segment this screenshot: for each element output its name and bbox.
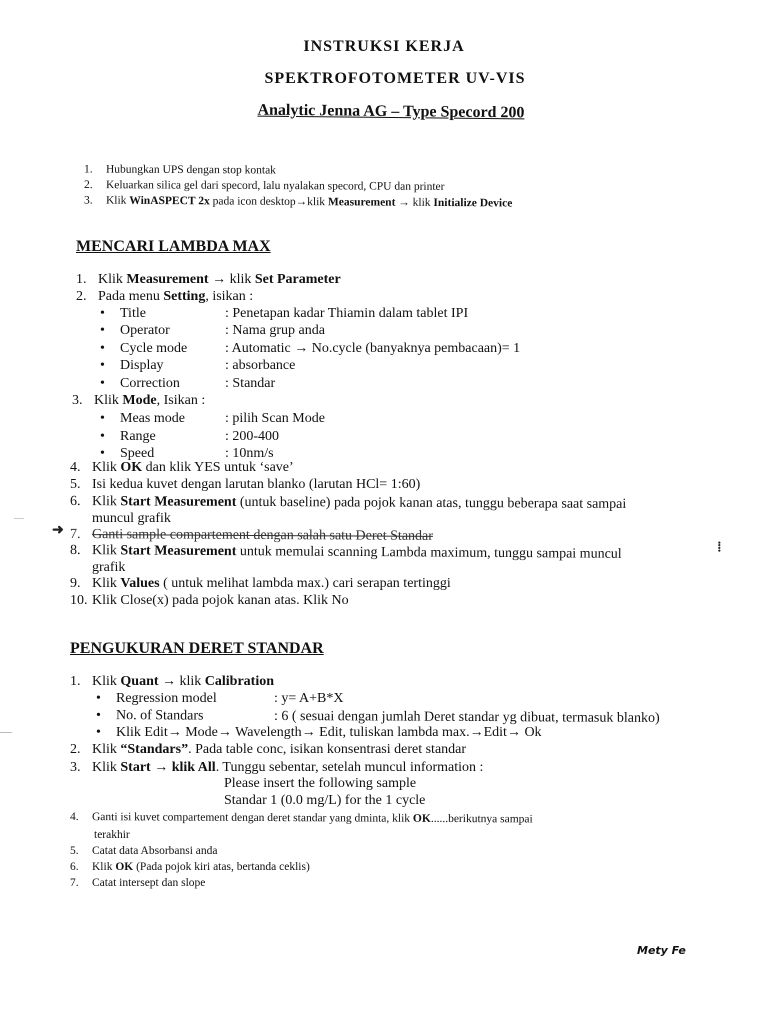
- step: 2. Pada menu Setting, isikan :: [76, 289, 254, 304]
- intro-step: 2. Keluarkan silica gel dari specord, lalu nyalakan specord, CPU dan printer: [83, 179, 445, 193]
- step: 6. Klik OK (Pada pojok kiri atas, bertanda ceklis): [70, 861, 310, 873]
- bullet-row: • No. of Standars : 6 ( sesuai dengan jumlah Deret standar yg dibuat, termasuk blanko): [95, 708, 660, 726]
- intro-step: 1. Hubungkan UPS dengan stop kontak: [83, 163, 276, 177]
- step-continuation: terakhir: [94, 829, 130, 841]
- param-row: • Speed : 10nm/s: [100, 446, 274, 461]
- step-continuation: grafik: [92, 560, 126, 575]
- section-heading: PENGUKURAN DERET STANDAR: [70, 640, 324, 657]
- step: 5. Isi kedua kuvet dengan larutan blanko (larutan HCl= 1:60): [70, 477, 421, 492]
- step: 1. Klik Quant → klik Calibration: [70, 674, 275, 689]
- step: 7. Ganti sample compartement dengan salah satu Deret Standar: [69, 527, 433, 544]
- param-row: • Title : Penetapan kadar Thiamin dalam tablet IPI: [100, 306, 469, 321]
- param-row: • Correction : Standar: [100, 376, 276, 391]
- bullet-row: • Regression model : y= A+B*X: [96, 691, 344, 706]
- step: 10. Klik Close(x) pada pojok kanan atas. Klik No: [70, 593, 349, 608]
- step: 3. Klik Start → klik All. Tunggu sebentar, setelah muncul information :: [70, 760, 484, 775]
- param-row: • Cycle mode : Automatic → No.cycle (banyaknya pembacaan)= 1: [100, 341, 521, 356]
- step: 6. Klik Start Measurement (untuk baseline) pada pojok kanan atas, tunggu beberapa saat sampai: [69, 494, 627, 512]
- param-row: • Range : 200-400: [100, 429, 280, 444]
- info-message-line: Standar 1 (0.0 mg/L) for the 1 cycle: [224, 793, 426, 808]
- step: 1. Klik Measurement → klik Set Parameter: [76, 272, 341, 287]
- doc-instrument: Analytic Jenna AG – Type Specord 200: [257, 101, 525, 122]
- step: 7. Catat intersept dan slope: [70, 877, 206, 889]
- step: 4. Klik OK dan klik YES untuk ‘save’: [70, 460, 294, 475]
- author-signature: Mety Fe: [637, 944, 686, 957]
- doc-subtitle: SPEKTROFOTOMETER UV-VIS: [264, 70, 526, 87]
- step: 4. Ganti isi kuvet compartement dengan deret standar yang dminta, klik OK......berikutnya sampai: [69, 811, 533, 826]
- bullet-row: • Klik Edit→ Mode→ Wavelength→ Edit, tuliskan lambda max.→Edit→ Ok: [96, 725, 542, 740]
- param-row: • Meas mode : pilih Scan Mode: [100, 411, 325, 426]
- scan-artifact: [14, 518, 24, 519]
- step: 8. Klik Start Measurement untuk memulai scanning Lambda maximum, tunggu sampai muncul: [69, 543, 622, 562]
- margin-mark: ⁞: [717, 540, 722, 555]
- step: 9. Klik Values ( untuk melihat lambda max.) cari serapan tertinggi: [70, 576, 451, 591]
- margin-arrow-mark: ➜: [52, 523, 64, 538]
- info-message-line: Please insert the following sample: [224, 776, 417, 791]
- step: 2. Klik “Standars”. Pada table conc, isikan konsentrasi deret standar: [70, 742, 467, 757]
- param-row: • Operator : Nama grup anda: [100, 323, 325, 338]
- step: 3. Klik Mode, Isikan :: [72, 393, 206, 408]
- step: 5. Catat data Absorbansi anda: [70, 845, 218, 857]
- doc-title: INSTRUKSI KERJA: [303, 38, 465, 55]
- scan-artifact: [0, 732, 12, 733]
- step-continuation: muncul grafik: [92, 511, 171, 526]
- intro-step: 3. Klik WinASPECT 2x pada icon desktop→klik Measurement → klik Initialize Device: [83, 194, 513, 210]
- param-row: • Display : absorbance: [100, 358, 296, 373]
- section-heading: MENCARI LAMBDA MAX: [76, 238, 271, 255]
